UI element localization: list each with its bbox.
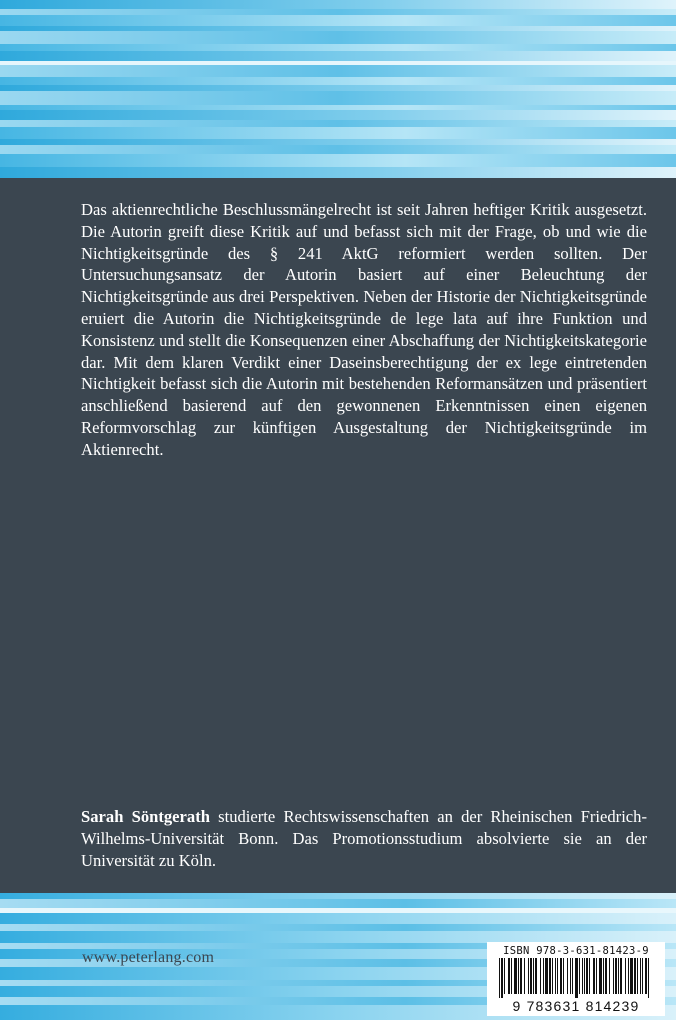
- barcode-bar: [499, 958, 500, 998]
- barcode-bar: [618, 958, 619, 994]
- barcode-bar: [586, 958, 588, 994]
- barcode-bar: [642, 958, 643, 994]
- barcode-bar: [640, 958, 641, 994]
- barcode-bar: [570, 958, 571, 994]
- barcode-bar: [605, 958, 607, 994]
- barcode-bar: [518, 958, 519, 994]
- isbn-barcode: [487, 942, 665, 1016]
- barcode-bar: [563, 958, 564, 994]
- barcode-bar: [637, 958, 638, 994]
- barcode-bar: [593, 958, 595, 994]
- barcode-bar: [543, 958, 544, 994]
- barcode-bar: [582, 958, 583, 994]
- barcode-bar: [572, 958, 573, 994]
- barcode-bar: [645, 958, 647, 994]
- barcode-bar: [501, 958, 503, 998]
- author-name: Sarah Söntgerath: [81, 807, 210, 826]
- author-bio: [81, 806, 647, 871]
- barcode-bar: [648, 958, 649, 998]
- barcode-bar: [609, 958, 610, 994]
- barcode-bar: [599, 958, 602, 994]
- top-stripes-graphic: [0, 0, 676, 178]
- author-bio-text: studierte Rechtswissenschaften an der Rheinischen Friedrich-Wilhelms-Universität Bonn. Das Promotionsstudium absolvierte sie an der Universität zu Köln.: [81, 807, 647, 870]
- barcode-bar: [575, 958, 578, 998]
- barcode-bar: [540, 958, 541, 994]
- isbn-label: ISBN 978-3-631-81423-9: [503, 945, 649, 957]
- barcode-bar: [533, 958, 534, 994]
- barcode-bar: [528, 958, 529, 994]
- barcode-bar: [520, 958, 522, 994]
- barcode-bar: [530, 958, 532, 994]
- barcode-bars: [497, 958, 655, 998]
- barcode-bar: [603, 958, 604, 994]
- barcode-bar: [567, 958, 568, 994]
- barcode-bar: [552, 958, 553, 994]
- barcode-bar: [589, 958, 590, 994]
- barcode-bar: [514, 958, 517, 994]
- barcode-bar: [613, 958, 614, 994]
- barcode-bar: [555, 958, 556, 994]
- barcode-bar: [630, 958, 633, 994]
- barcode-bar: [625, 958, 626, 994]
- barcode-bar: [628, 958, 629, 994]
- barcode-bar: [557, 958, 558, 994]
- barcode-bar: [504, 958, 505, 994]
- book-blurb: Das aktienrechtliche Beschlussmängelrecht ist seit Jahren heftiger Kritik ausgesetzt. Die Autorin greift diese Kritik auf und befasst sich mit der Frage, ob und wie die Nichtigkeitsgründe des § 241 AktG reformiert werden sollten. Der Untersuchungsansatz der Autorin basiert auf einer Beleuchtung der Nichtigkeitsgründe aus drei Perspektiven. Neben der Historie der Nichtigkeitsgründe eruiert die Autorin die Nichtigkeitsgründe de lege lata auf ihre Funktion und Konsistenz und stellt die Konsequenzen einer Abschaffung der Nichtigkeitskategorie dar. Mit dem klaren Verdikt einer Daseinsberechtigung der ex lege eintretenden Nichtigkeit befasst sich die Autorin mit bestehenden Reformansätzen und präsentiert anschließend basierend auf den gewonnenen Erkenntnissen einen eigenen Reformvorschlag zur künftigen Ausgestaltung der Nichtigkeitsgründe im Aktienrecht.: [81, 200, 647, 459]
- barcode-bar: [524, 958, 525, 994]
- barcode-bar: [545, 958, 548, 994]
- barcode-bar: [508, 958, 510, 994]
- publisher-website: www.peterlang.com: [82, 949, 215, 966]
- barcode-bar: [579, 958, 580, 994]
- barcode-bar: [634, 958, 636, 994]
- barcode-bar: [511, 958, 512, 994]
- barcode-bar: [549, 958, 551, 994]
- barcode-bar: [560, 958, 562, 994]
- barcode-bar: [584, 958, 585, 994]
- barcode-bar: [620, 958, 622, 994]
- barcode-bar: [535, 958, 537, 994]
- ean-digits: 9 783631 814239: [512, 998, 640, 1014]
- barcode-bar: [596, 958, 597, 994]
- barcode-bar: [615, 958, 617, 994]
- top-stripe-band: [0, 0, 676, 178]
